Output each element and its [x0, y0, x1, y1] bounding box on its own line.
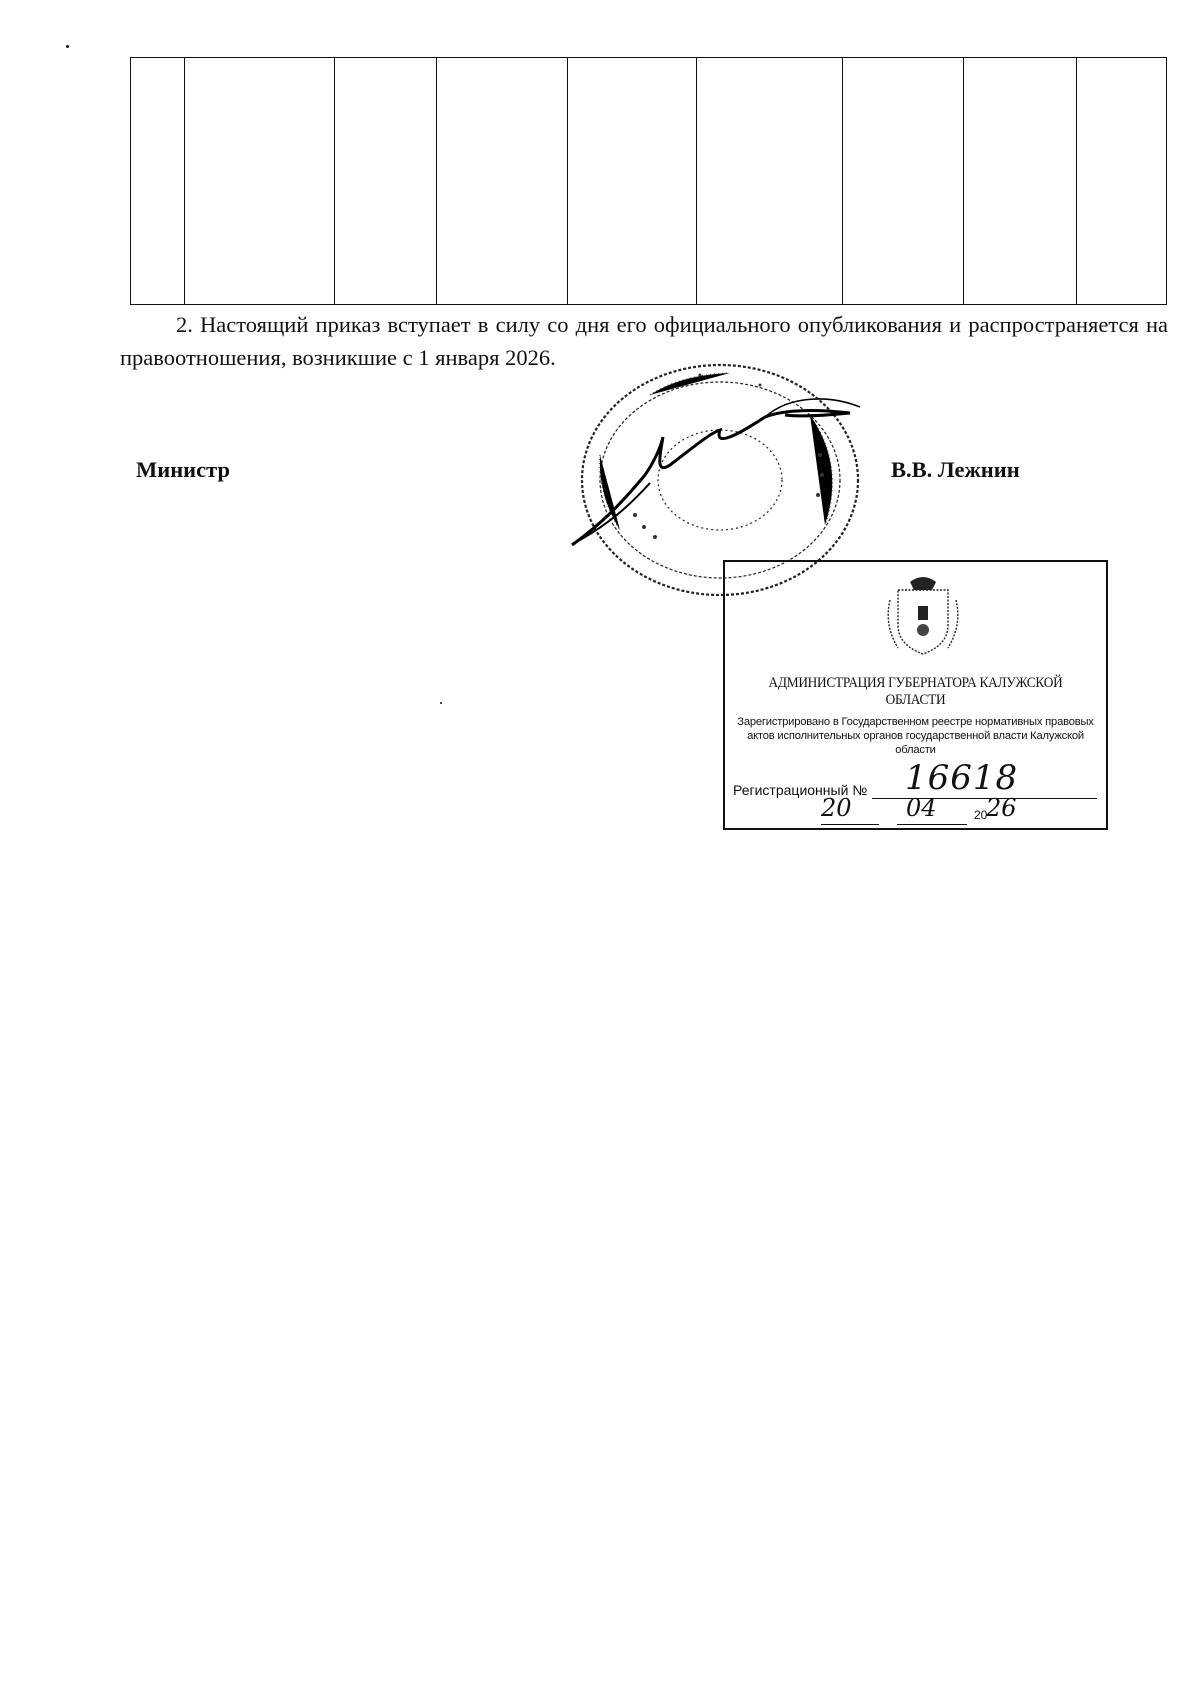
- table-cell: [568, 58, 697, 305]
- table-cell: [131, 58, 185, 305]
- table-cell: [185, 58, 335, 305]
- registration-date-year: 26: [986, 794, 1017, 822]
- table-cell: [1077, 58, 1167, 305]
- registration-number: 16618: [905, 758, 1019, 798]
- date-underline: [897, 824, 967, 825]
- registration-date-month: 04: [906, 794, 937, 822]
- empty-table-fragment: [130, 57, 1167, 305]
- table-cell: [335, 58, 437, 305]
- coat-of-arms-emblem: [880, 570, 966, 660]
- table-cell: [964, 58, 1077, 305]
- registration-date-year-prefix: 20: [974, 808, 988, 822]
- table-row: [131, 58, 1167, 305]
- stamp-registration-text: Зарегистрировано в Государственном реестре нормативных правовых актов исполнительных органов государственной власти Калужской области: [737, 716, 1094, 756]
- scan-speck: [440, 702, 442, 704]
- registration-number-label: Регистрационный №: [733, 782, 868, 798]
- table-cell: [437, 58, 568, 305]
- registration-date-day: 20: [821, 794, 852, 822]
- registration-stamp: [723, 560, 1108, 830]
- signatory-title: Министр: [136, 457, 230, 482]
- signatory-name: В.В. Лежнин: [891, 457, 1020, 482]
- registration-date: [821, 794, 1017, 832]
- paragraph-text: 2. Настоящий приказ вступает в силу со дня его официального опубликования и распространяется на правоотношения, возникшие с 1 января 2026.: [120, 312, 1168, 370]
- stamp-organization: АДМИНИСТРАЦИЯ ГУБЕРНАТОРА КАЛУЖСКОЙ ОБЛАСТИ: [768, 675, 1063, 708]
- table-cell: [843, 58, 964, 305]
- date-underline: [821, 824, 879, 825]
- scan-speck: [66, 45, 69, 48]
- table-cell: [697, 58, 843, 305]
